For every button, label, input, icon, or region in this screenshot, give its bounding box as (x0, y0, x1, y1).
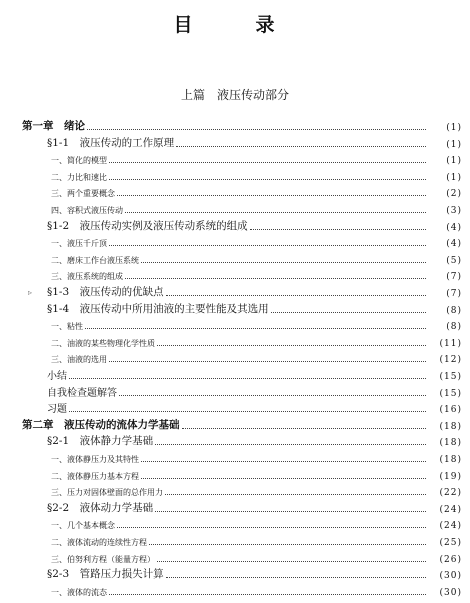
toc-entry (0, 167, 470, 183)
dot-leader (149, 543, 426, 545)
toc-entry (0, 466, 470, 482)
dot-leader (69, 377, 426, 379)
toc-entry-page: (3) (446, 206, 462, 216)
toc-entry-title: 三、伯努利方程（能量方程） (51, 554, 155, 564)
dot-leader (117, 526, 426, 528)
toc-entry-title: 二、油液的某些物理化学性质 (51, 338, 155, 348)
toc-entry-title: §2-3 管路压力损失计算 (47, 568, 164, 581)
margin-mark: ▹ (28, 288, 33, 297)
toc-entry-page: (19) (439, 471, 462, 482)
toc-entry-page: (22) (439, 488, 462, 499)
toc-entry (0, 333, 470, 349)
toc-entry (0, 416, 470, 432)
toc-entry-page: (30) (439, 587, 462, 598)
dot-leader (109, 593, 426, 595)
toc-entry-page: (1) (446, 139, 462, 150)
toc-entry-page: (30) (439, 571, 462, 582)
toc-entry-title: §1-1 液压传动的工作原理 (47, 136, 175, 149)
toc-entry (0, 217, 470, 233)
dot-leader (166, 294, 426, 296)
dot-leader (141, 261, 426, 263)
toc-entry (0, 582, 470, 598)
toc-entry-page: (5) (446, 255, 462, 266)
toc-entry (0, 499, 470, 515)
dot-leader (109, 244, 426, 246)
toc-entry-title: 一、液体的流态 (51, 587, 107, 597)
toc-entry-title: 习题 (47, 404, 67, 416)
dot-leader (141, 477, 426, 479)
toc-entry-title: 一、粘性 (51, 322, 83, 332)
toc-entry (0, 283, 470, 299)
dot-leader (155, 443, 426, 445)
dot-leader (69, 410, 426, 412)
toc-entry-title: 一、几个基本概念 (51, 521, 115, 531)
toc-entry-page: (1) (446, 156, 462, 167)
toc-entry-page: (4) (446, 222, 462, 233)
toc-entry-title: 二、液体流动的连续性方程 (51, 538, 147, 547)
toc-entry (0, 200, 470, 216)
toc-entry (0, 399, 470, 415)
dot-leader (119, 394, 426, 396)
toc-entry (0, 383, 470, 399)
toc-entry (0, 316, 470, 332)
toc-entry-page: (24) (439, 521, 462, 532)
toc-entry-page: (18) (439, 438, 462, 449)
dot-leader (117, 194, 426, 196)
toc-entry (0, 482, 470, 498)
part-heading: 上篇 液压传动部分 (180, 88, 289, 102)
toc-entry-title: §2-1 液体静力学基础 (47, 435, 154, 448)
toc-entry (0, 515, 470, 531)
toc-entry-page: (18) (439, 455, 462, 465)
toc-entry-title: §1-4 液压传动中所用油液的主要性能及其选用 (47, 302, 269, 315)
toc-entry (0, 233, 470, 249)
dot-leader (155, 510, 426, 512)
page-title: 目 录 (173, 14, 297, 36)
toc-entry (0, 549, 470, 565)
toc-entry (0, 300, 470, 316)
toc-entry-title: §2-2 液体动力学基础 (47, 501, 154, 514)
toc-entry-page: (8) (446, 322, 462, 333)
toc-entry-title: 一、液压千斤顶 (51, 239, 107, 249)
toc-entry-title: 三、油液的选用 (51, 355, 107, 365)
toc-entry-title: 二、液体静压力基本方程 (51, 471, 139, 481)
toc-entry-page: (18) (439, 421, 462, 432)
toc-entry-title: 第一章 绪论 (22, 120, 85, 132)
toc-entry-page: (26) (439, 554, 462, 565)
toc-entry (0, 150, 470, 166)
dot-leader (271, 311, 426, 313)
dot-leader (165, 493, 426, 495)
toc-entry (0, 266, 470, 282)
toc-entry-page: (4) (446, 239, 462, 250)
dot-leader (125, 277, 426, 279)
toc-entry-title: 一、液体静压力及其特性 (51, 455, 139, 464)
toc-entry-title: 三、液压系统的组成 (51, 272, 123, 282)
toc-entry-title: 三、两个重要概念 (51, 189, 115, 199)
toc-entry (0, 432, 470, 448)
toc-entry (0, 565, 470, 581)
toc-entry-page: (7) (446, 289, 462, 299)
toc-entry (0, 366, 470, 382)
toc-entry-title: 一、简化的模型 (51, 156, 107, 166)
toc-entry-page: (12) (439, 355, 462, 366)
toc-entry (0, 117, 470, 133)
toc-entry (0, 532, 470, 548)
toc-entry (0, 449, 470, 465)
dot-leader (157, 560, 426, 562)
toc-entry-page: (1) (446, 172, 462, 183)
toc-entry-page: (7) (446, 272, 462, 283)
toc-entry (0, 250, 470, 266)
toc-entry (0, 134, 470, 150)
toc-entry-title: 三、压力对固体壁面的总作用力 (51, 488, 163, 498)
toc-entry-title: 第二章 液压传动的流体力学基础 (22, 418, 180, 431)
dot-leader (87, 128, 426, 130)
dot-leader (157, 344, 426, 346)
toc-entry-page: (15) (439, 388, 462, 399)
toc-entry-page: (8) (446, 305, 462, 316)
dot-leader (85, 327, 426, 329)
toc-entry-title: 四、容积式液压传动 (51, 206, 123, 215)
toc-entry-title: §1-2 液压传动实例及液压传动系统的组成 (47, 219, 248, 232)
toc-entry-page: (11) (439, 338, 462, 349)
dot-leader (109, 178, 426, 180)
dot-leader (250, 228, 426, 230)
dot-leader (166, 576, 426, 578)
toc-entry (0, 183, 470, 199)
toc-entry-title: 二、磨床工作台液压系统 (51, 255, 139, 265)
toc-entry-title: §1-3 液压传动的优缺点 (47, 286, 164, 298)
toc-entry-title: 小结 (47, 371, 67, 382)
dot-leader (109, 360, 426, 362)
dot-leader (182, 427, 427, 429)
toc-entry-page: (16) (439, 405, 462, 416)
toc-entry-page: (25) (439, 538, 462, 548)
dot-leader (109, 161, 426, 163)
dot-leader (141, 460, 426, 462)
toc-entry-page: (15) (439, 372, 462, 382)
toc-entry-page: (24) (439, 504, 462, 515)
toc-entry (0, 349, 470, 365)
toc-entry-page: (2) (446, 189, 462, 200)
toc-entry-page: (1) (446, 123, 462, 133)
dot-leader (176, 145, 426, 147)
toc-entry-title: 自我检查题解答 (47, 387, 117, 399)
dot-leader (125, 211, 426, 213)
toc-entry-title: 二、力比和速比 (51, 172, 107, 182)
